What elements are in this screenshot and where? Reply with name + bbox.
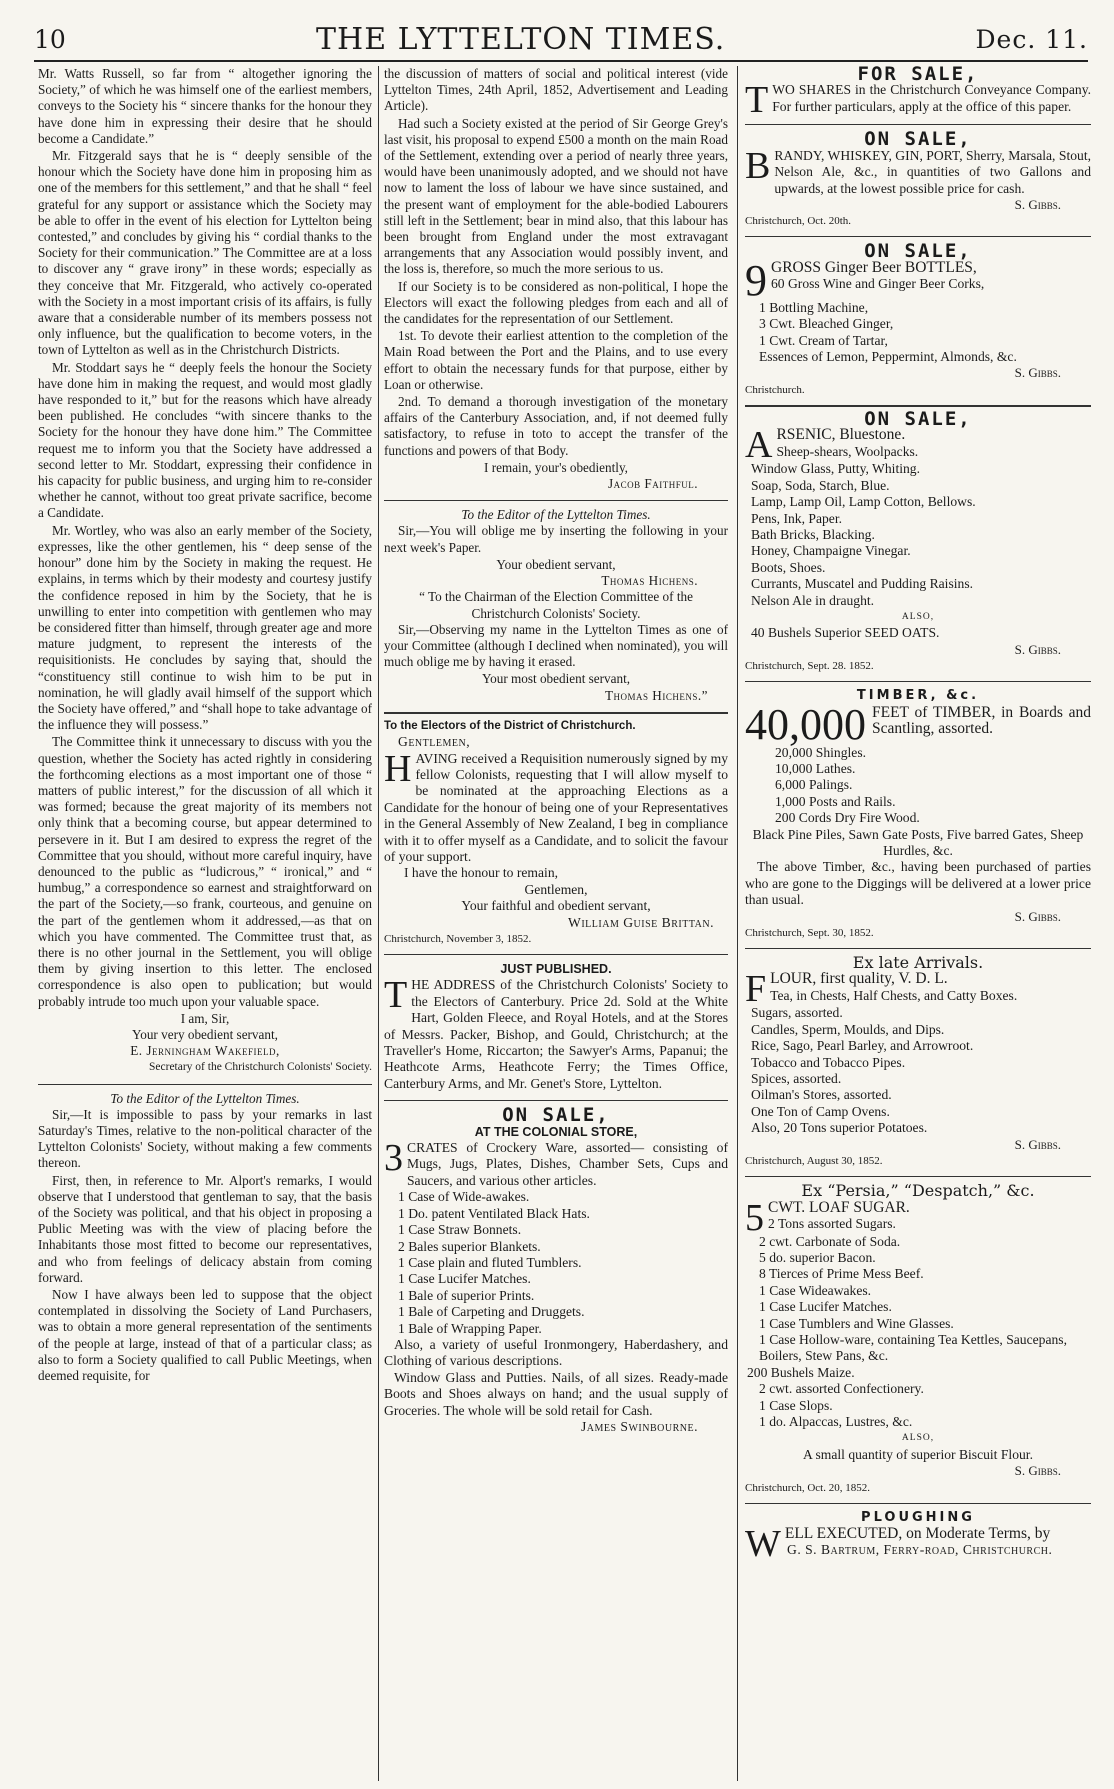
list-item: 1 Case of Wide-awakes. [398,1189,530,1205]
closing: I remain, your's obediently, [484,459,628,475]
drop-cap: W [745,1523,781,1565]
closing: I am, Sir, [180,1010,230,1026]
ploughing-ad [745,1509,1091,1565]
column-2 [384,66,728,1781]
list-item: 1 Case plain and fluted Tumblers. [398,1254,582,1270]
divider [745,405,1091,407]
column-1 [38,66,372,1781]
letter-committee [38,66,372,1010]
ad-body: HE ADDRESS of the Christchurch Colonists' Society to the Electors of Canterbury. Price 2d. Sold at the White Hart, Golden Fleece, and Royal Hotels, and at the Stores of Messrs. Packer, Bishop, and Gould, Christchurch; at the Traveller's Home, Riccarton; the Sawyer's Arms, Papanui; the Heathcote Arms, Heathcote Ferry; the Times Office, Canterbury Arms, and Mr. Genet's Store, Lyttelton. [384,977,728,1091]
ad-lead: LOUR, first quality, V. D. L. [770,970,948,988]
paragraph: Now I have always been led to suppose that the object contemplated in dissolving the Society of Land Purchasers, was to obtain a more general representation of the sentiments of the people at large, instead of that of a particular class; as also to form a Society qualified to call Public Meetings, when deemed requisite, for [38,1287,372,1384]
dateline: Christchurch, Sept. 28. 1852. [745,660,874,673]
list-item: 1 Do. patent Ventilated Black Hats. [398,1205,590,1221]
issue-date: Dec. 11. [975,24,1088,54]
spirits-ad [745,128,1091,228]
letter-heading: To the Editor of the Lyttelton Times. [461,507,651,523]
list-item: 1 Bale of superior Prints. [398,1287,535,1303]
list-item: Currants, Muscatel and Pudding Raisins. [751,576,974,592]
ad-body: WO SHARES in the Christchurch Conveyance Company. For further particulars, apply at the office of this paper. [772,82,1091,114]
list-item: 8 Tierces of Prime Mess Beef. [759,1266,924,1282]
divider [745,681,1091,682]
persia-despatch-ad [745,1183,1091,1495]
list-item: Spices, assorted. [751,1071,842,1087]
list-item: Tobacco and Tobacco Pipes. [751,1054,906,1070]
letter-address: “ To the Chairman of the Election Committee of the Christchurch Colonists' Society. [419,589,693,621]
list-item: 1 Case Lucifer Matches. [759,1299,892,1315]
list-item: 10,000 Lathes. [775,760,856,776]
page-number: 10 [34,24,66,54]
list-item: 1 Bottling Machine, [759,299,869,315]
divider [384,954,728,955]
ad-body: Black Pine Piles, Sawn Gate Posts, Five barred Gates, Sheep Hurdles, &c. [752,826,1084,858]
column-divider [378,66,379,1781]
paragraph: Mr. Stoddart says he “ deeply feels the honour the Society have done him in making the request, and would most gladly have responded to it,” but for the reasons which have already been published. He concludes “with sincere thanks to the Society for the honour they have done him.” The Committee request me to inform you that the Society have addressed a second letter to Mr. Stoddart, expressing their confidence in his capacity for public business, and urging him to re-consider whether he cannot, without too great private sacrifice, become a Candidate. [38,359,372,521]
ad-heading: ON SALE, [502,1104,610,1127]
list-item: Soap, Soda, Starch, Blue. [751,477,890,493]
masthead [34,20,1088,58]
drop-cap: 5 [745,1196,764,1239]
list-item: Tea, in Chests, Half Chests, and Catty Boxes. [770,987,1018,1003]
dateline: Christchurch, Oct. 20, 1852. [745,1481,870,1494]
letter-body [384,622,728,671]
ad-lead: ELL EXECUTED, on Moderate Terms, by [784,1525,1051,1542]
ad-heading: JUST PUBLISHED. [500,962,612,976]
closing: Your most obedient servant, [481,671,631,687]
ad-body: RANDY, WHISKEY, GIN, PORT, Sherry, Marsala, Stout, Nelson Ale, &c., in quantities of two Gallons and upwards, at the lowest possible price for cash. [774,147,1091,196]
list-item: 1 Case Straw Bonnets. [398,1222,522,1238]
divider [384,500,728,501]
letter-heading: To the Editor of the Lyttelton Times. [110,1090,300,1106]
list-item: 1,000 Posts and Rails. [775,793,896,809]
ad-subheading: AT THE COLONIAL STORE, [474,1124,638,1139]
ad-heading: FOR SALE, [857,66,979,85]
list-item: Sheep-shears, Woolpacks. [776,443,919,459]
vendor-name: S. Gibbs. [1014,197,1061,213]
dateline: Christchurch, November 3, 1852. [384,933,532,945]
salutation: Gentlemen, [398,734,471,750]
ad-lead: CWT. LOAF SUGAR. [768,1198,910,1216]
divider [384,1100,728,1101]
list-item: One Ton of Camp Ovens. [751,1103,890,1119]
colonial-store-advertisement [384,1104,728,1435]
also-label: ALSO, [901,1433,935,1444]
list-item: 2 cwt. Carbonate of Soda. [759,1233,901,1249]
list-item: 1 Case Wideawakes. [759,1282,872,1298]
drop-cap: B [745,144,771,187]
signature: Jacob Faithful. [607,476,698,492]
divider [38,1084,372,1085]
list-item: Window Glass, Putty, Whiting. [751,461,920,477]
vendor-name: S. Gibbs. [1014,1463,1061,1479]
also-label: ALSO, [901,611,935,622]
ad-body: The above Timber, &c., having been purchased of parties who are gone to the Diggings will be delivered at a lower price than usual. [745,859,1091,908]
late-arrivals-ad [745,955,1091,1168]
drop-cap: 3 [384,1137,403,1180]
divider [384,712,728,714]
signature: James Swinbourne. [580,1418,698,1434]
closing: Your obedient servant, [496,556,616,572]
list-item: 2 Tons assorted Sugars. [768,1215,896,1231]
list-item: 1 Case Tumblers and Wine Glasses. [759,1315,954,1331]
dateline: Christchurch. [745,383,805,396]
list-item: Bath Bricks, Blacking. [751,526,875,542]
ad-heading: To the Electors of the District of Christchurch. [384,719,636,732]
ad-lead: RSENIC, Bluestone. [776,426,906,444]
list-item: 1 Bale of Wrapping Paper. [398,1320,542,1336]
drop-cap: F [745,968,767,1011]
list-item: A small quantity of superior Biscuit Flour. [803,1446,1033,1462]
drop-cap: T [745,79,769,122]
ad-heading: Ex late Arrivals. [852,953,984,973]
list-item: 20,000 Shingles. [775,744,867,760]
ad-body: G. S. Bartrum, Ferry-road, Christchurch. [787,1542,1053,1558]
list-item: Honey, Champaigne Vinegar. [751,543,911,559]
ad-heading: ON SALE, [864,407,972,430]
vendor-name: S. Gibbs. [1014,365,1061,381]
paragraph: the discussion of matters of social and political interest (vide Lyttelton Times, 24th April, 1852, Advertisement and Leading Article). [384,66,728,114]
letter-body [384,523,728,555]
list-item: 200 Cords Dry Fire Wood. [775,810,920,826]
list-item: 1 do. Alpaccas, Lustres, &c. [759,1413,913,1429]
signature: E. Jerningham Wakefield, [130,1043,280,1059]
list-item: 40 Bushels Superior SEED OATS. [751,625,940,641]
list-item: Boots, Shoes. [751,559,826,575]
list-item: 1 Bale of Carpeting and Druggets. [398,1304,585,1320]
paragraph: 1st. To devote their earliest attention to the completion of the Main Road between the Port and the Plains, and to use every effort to obtain the necessary funds for that purpose, either by Loan or otherwise. [384,328,728,392]
paragraph: Had such a Society existed at the period of Sir George Grey's last visit, his proposal to expend £500 a month on the main Road of the Settlement, extending over a period of nearly three years, would have been unanimously adopted, and we should not have now to lament the loss of labour we have since sustained, and the present want of employment for the able-bodied Labourers still left in the Settlement; bear in mind also, that this labour has been brought from England under the most extravagant arrangements that any Association would possibly invent, and the loss is, therefore, so much the more serious to us. [384,115,728,277]
signature: Thomas Hichens.” [604,687,708,703]
divider [745,124,1091,125]
signer-title: Secretary of the Christchurch Colonists' Society. [149,1061,372,1074]
drop-cap: T [384,974,408,1017]
divider [745,1176,1091,1177]
ad-lead: FEET of TIMBER, in Boards and Scantling, assorted. [872,703,1091,737]
list-item: 2 Bales superior Blankets. [398,1238,541,1254]
ad-heading: PLOUGHING [861,1509,975,1525]
list-item: 60 Gross Wine and Ginger Beer Corks, [771,276,985,292]
masthead-rule [34,60,1088,62]
paragraph: 2nd. To demand a thorough investigation of the monetary affairs of the Canterbury Association, and, if not deemed fully satisfactory, to refuse in toto to accept the transfer of the functions and powers of that Body. [384,394,728,458]
closing: Your faithful and obedient servant, [461,898,651,914]
letter-continued [384,66,728,459]
list-item: 3 Cwt. Bleached Ginger, [759,316,894,332]
list-item: Pens, Ink, Paper. [751,510,842,526]
closing: I have the honour to remain, [404,865,559,881]
divider [745,236,1091,237]
ad-body: CRATES of Crockery Ware, assorted— consisting of Mugs, Jugs, Plates, Dishes, Chamber Sets, Cups and Saucers, and various other articles. [407,1140,728,1188]
ad-body: AVING received a Requisition numerously signed by my fellow Colonists, requesting that I will allow myself to be nominated at the approaching Elections as a Candidate for the honour of being one of your Representatives in the General Assembly of New Zealand, I beg in compliance with it to offer myself as a Candidate, and to solicit the favour of your support. [384,750,728,864]
list-item: Oilman's Stores, assorted. [751,1087,892,1103]
ad-body: Also, a variety of useful Ironmongery, Haberdashery, and Clothing of various descriptions. [384,1336,728,1369]
ad-heading: ON SALE, [864,240,972,263]
paragraph: Sir,—It is impossible to pass by your remarks in last Saturday's Times, relative to the non-political character of the Lyttelton Colonists' Society, without making a few comments thereon. [38,1106,372,1171]
timber-ad [745,688,1091,940]
column-divider [737,66,738,1781]
ad-body: Window Glass and Putties. Nails, of all sizes. Ready-made Boots and Shoes always on hand; and the usual supply of Groceries. The whole will be sold retail for Cash. [384,1369,728,1418]
list-item: Essences of Lemon, Peppermint, Almonds, &c. [759,349,1017,365]
list-item: 6,000 Palings. [775,777,853,793]
list-item: 1 Case Slops. [759,1397,833,1413]
list-item: Also, 20 Tons superior Potatoes. [751,1120,928,1136]
list-item: Sugars, assorted. [751,1005,843,1021]
for-sale-shares-ad [745,66,1091,122]
paragraph: Sir,—You will oblige me by inserting the following in your next week's Paper. [384,523,728,555]
letter-body [38,1107,372,1384]
list-item: Lamp, Lamp Oil, Lamp Cotton, Bellows. [751,494,976,510]
drop-cap: 9 [745,255,767,305]
column-3 [745,66,1091,1781]
electors-advertisement [384,718,728,946]
big-number: 40,000 [745,699,866,749]
list-item: 1 Cwt. Cream of Tartar, [759,332,888,348]
paragraph: The Committee think it unnecessary to discuss with you the question, whether the Society has acted rightly in considering the forthcoming elections as a most important one of those “ matters of public interest,” for the discussion of all which it was formed; because the great majority of its members not only think that a becoming course, but appear determined to persevere in it. But I am desired to express the regret of the Committee that you should, without more careful inquiry, have denounced to the public as “ludicrous,” “ ironical,” and “ humbug,” a correspondence so earnest and straightforward on the part of the Society,—so frank, courteous, and genuine on the part of the gentlemen whom it addressed,—as that on which you have commented. The Committee trust that, as there is no other journal in the Settlement, you will oblige them by giving insertion to this letter. The enclosed correspondence is also open to publication; but would probably intrude too much upon your valuable space. [38,734,372,1009]
dateline: Christchurch, Sept. 30, 1852. [745,927,874,940]
ad-heading: ON SALE, [864,128,972,151]
closing: Gentlemen, [524,881,588,897]
ad-heading: Ex “Persia,” “Despatch,” &c. [801,1181,1035,1201]
ad-heading: TIMBER, &c. [856,688,980,704]
vendor-name: S. Gibbs. [1014,908,1061,924]
signature: William Guise Brittan. [568,914,714,930]
vendor-name: S. Gibbs. [1014,641,1061,657]
list-item: 2 cwt. assorted Confectionery. [759,1381,924,1397]
vendor-name: S. Gibbs. [1014,1136,1061,1152]
dateline: Christchurch, August 30, 1852. [745,1155,883,1168]
drop-cap: A [745,424,773,467]
divider [745,948,1091,949]
list-item: 1 Case Hollow-ware, containing Tea Kettles, Saucepans, Boilers, Stew Pans, &c. [759,1331,1067,1364]
ginger-beer-ad [745,240,1091,396]
paragraph: Sir,—Observing my name in the Lyttelton Times as one of your Committee (although I declined when nominated), you will much oblige me by having it erased. [384,621,728,670]
paragraph: Mr. Wortley, who was also an early member of the Society, expresses, like the other gentlemen, his “ deep sense of the honour” done him by the Society in making the request. He explains, in terms which by their modesty and courtesy justify the confidence reposed in him by the Society, that he is unwilling to enter into competition with gentlemen who may be considered fitter than himself, through greater age and more mature judgment, to represent the interests of the requisitionists. He concludes by saying that, should the “constituency still continue to wish him to be put in nomination, he will gladly avail himself of the support which the Society have offered,” and “shall hope to take advantage of the influence they will possess.” [38,522,372,733]
list-item: 5 do. superior Bacon. [759,1249,876,1265]
list-item: 1 Case Lucifer Matches. [398,1271,531,1287]
closing: Your very obedient servant, [132,1026,278,1042]
list-item: 200 Bushels Maize. [747,1364,855,1380]
dateline: Christchurch, Oct. 20th. [745,215,852,228]
drop-cap: H [384,747,412,790]
paragraph: If our Society is to be considered as non-political, I hope the Electors will exact the following pledges from each and all of the candidates for the representation of our Settlement. [384,278,728,327]
list-item: Candles, Sperm, Moulds, and Dips. [751,1021,945,1037]
paragraph: Mr. Fitzgerald says that he is “ deeply sensible of the honour which the Society have done him in proposing him as one of the members for this settlement,” and that he shall “ feel grateful for any support or assistance which the Society may be able to offer in the event of his election for Lyttelton being contested,” and concludes by giving his “ cordial thanks to the Society for their communication.” The Committee are at a loss to discover any “ grave irony” in these words; especially as they conceive that Mr. Fitzgerald, who actively co-operated with the Society in a most important crisis of its affairs, is fully aware that a considerable number of its members possess not only influence, but the qualification to become voters, in the town of Lyttelton as well as in the Christchurch Districts. [38,148,372,358]
ad-lead: GROSS Ginger Beer BOTTLES, [771,258,977,276]
divider [745,1503,1091,1504]
newspaper-title: THE LYTTELTON TIMES. [316,21,726,57]
signature: Thomas Hichens. [601,573,698,589]
list-item: Rice, Sago, Pearl Barley, and Arrowroot. [751,1038,974,1054]
paragraph: First, then, in reference to Mr. Alport's remarks, I would observe that I understood that gentleman to say, that the basis of the Society was political, and that his object in proposing a Public Meeting was with the view of placing before the Inhabitants those most fitted to become our representatives, and who from feelings of delicacy abstain from coming forward. [38,1172,372,1285]
list-item: Nelson Ale in draught. [751,592,875,608]
just-published-advertisement [384,961,728,1092]
paragraph: Mr. Watts Russell, so far from “ altogether ignoring the Society,” of which he was himself one of the earliest members, conveys to the Society his “ sincere thanks for the honour they have done him in expressing their desire that he should become a Candidate.” [38,66,372,146]
general-goods-ad [745,407,1091,673]
